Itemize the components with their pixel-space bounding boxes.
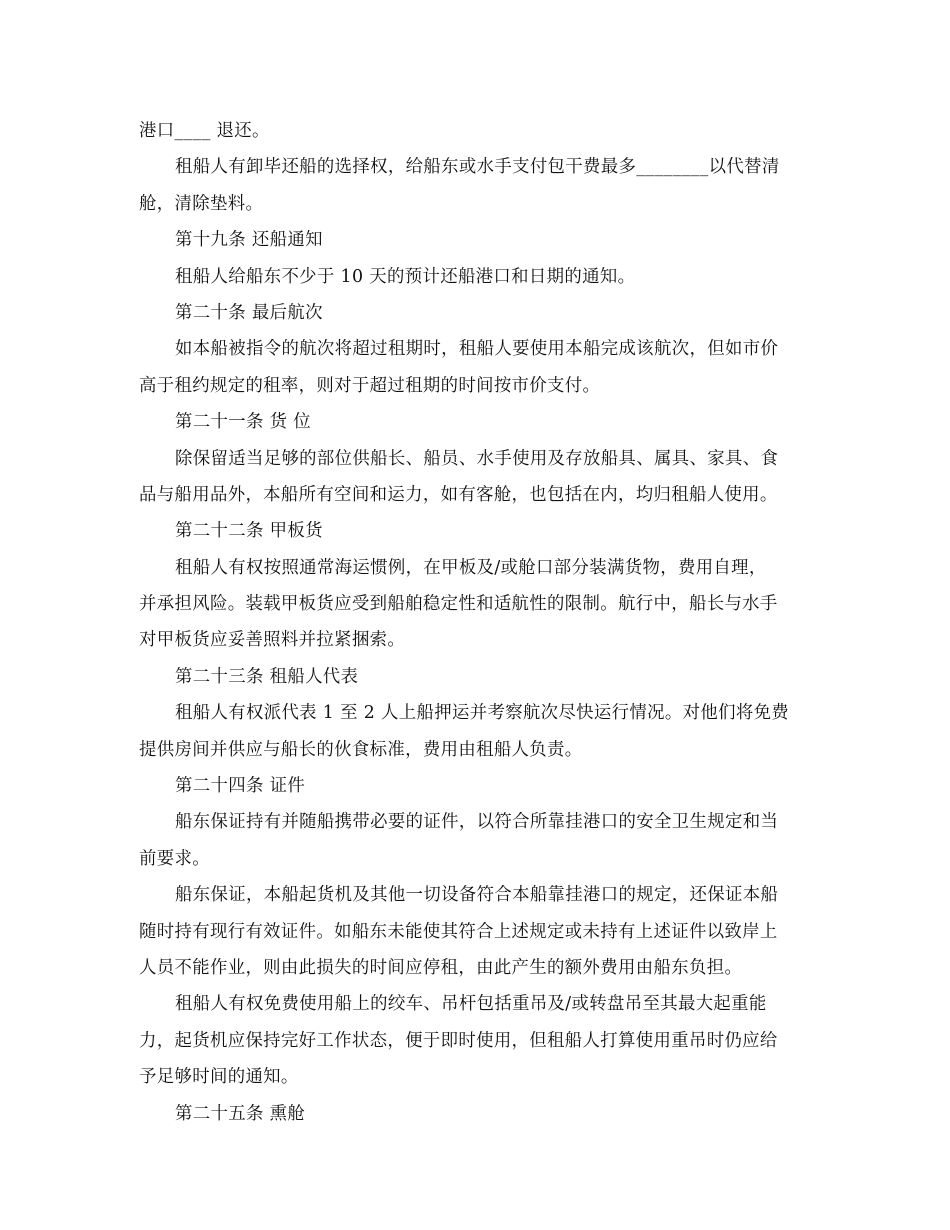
article-heading: 第二十二条 甲板货 (175, 521, 323, 542)
paragraph-line: 船东保证，本船起货机及其他一切设备符合本船靠挂港口的规定，还保证本船 (175, 885, 779, 906)
paragraph-line: 租船人给船东不少于 10 天的预计还船港口和日期的通知。 (175, 266, 636, 287)
article-heading: 第二十三条 租船人代表 (175, 666, 359, 687)
text-line: 力，起货机应保持完好工作状态，便于即时使用，但租船人打算使用重吊时仍应给 (139, 1030, 778, 1051)
paragraph-line: 租船人有权派代表 1 至 2 人上船押运并考察航次尽快运行情况。对他们将免费 (175, 703, 790, 724)
paragraph-line: 租船人有权免费使用船上的绞车、吊杆包括重吊及/或转盘吊至其最大起重能 (175, 994, 767, 1015)
article-heading: 第二十五条 熏舱 (175, 1103, 306, 1124)
article-heading: 第二十一条 货 位 (175, 412, 311, 433)
text-line: 人员不能作业，则由此损失的时间应停租，由此产生的额外费用由船东负担。 (139, 957, 743, 978)
paragraph-line: 如本船被指令的航次将超过租期时，租船人要使用本船完成该航次，但如市价 (175, 339, 779, 360)
text-line: 并承担风险。装载甲板货应受到船舶稳定性和适航性的限制。航行中，船长与水手 (139, 594, 778, 615)
paragraph-line: 船东保证持有并随船携带必要的证件，以符合所靠挂港口的安全卫生规定和当 (175, 812, 779, 833)
article-heading: 第二十四条 证件 (175, 776, 306, 797)
document-body (139, 113, 815, 1132)
text-line: 高于租约规定的租率，则对于超过租期的时间按市价支付。 (139, 375, 601, 396)
text-line: 舱，清除垫料。 (139, 193, 264, 214)
article-heading: 第十九条 还船通知 (175, 230, 323, 251)
paragraph-line: 租船人有权按照通常海运惯例，在甲板及/或舱口部分装满货物，费用自理， (175, 557, 767, 578)
text-line: 予足够时间的通知。 (139, 1067, 299, 1088)
text-line: 提供房间并供应与船长的伙食标准，费用由租船人负责。 (139, 739, 583, 760)
text-line: 前要求。 (139, 848, 210, 869)
text-line: 港口____ 退还。 (139, 121, 270, 141)
text-line: 对甲板货应妥善照料并拉紧捆索。 (139, 630, 406, 651)
paragraph-line: 租船人有卸毕还船的选择权，给船东或水手支付包干费最多________以代替清 (175, 157, 780, 178)
text-line: 随时持有现行有效证件。如船东未能使其符合上述规定或未持有上述证件以致岸上 (139, 921, 778, 942)
paragraph-line: 除保留适当足够的部位供船长、船员、水手使用及存放船具、属具、家具、食 (175, 448, 779, 469)
text-line: 品与船用品外，本船所有空间和运力，如有客舱，也包括在内，均归租船人使用。 (139, 484, 778, 505)
article-heading: 第二十条 最后航次 (175, 302, 323, 323)
